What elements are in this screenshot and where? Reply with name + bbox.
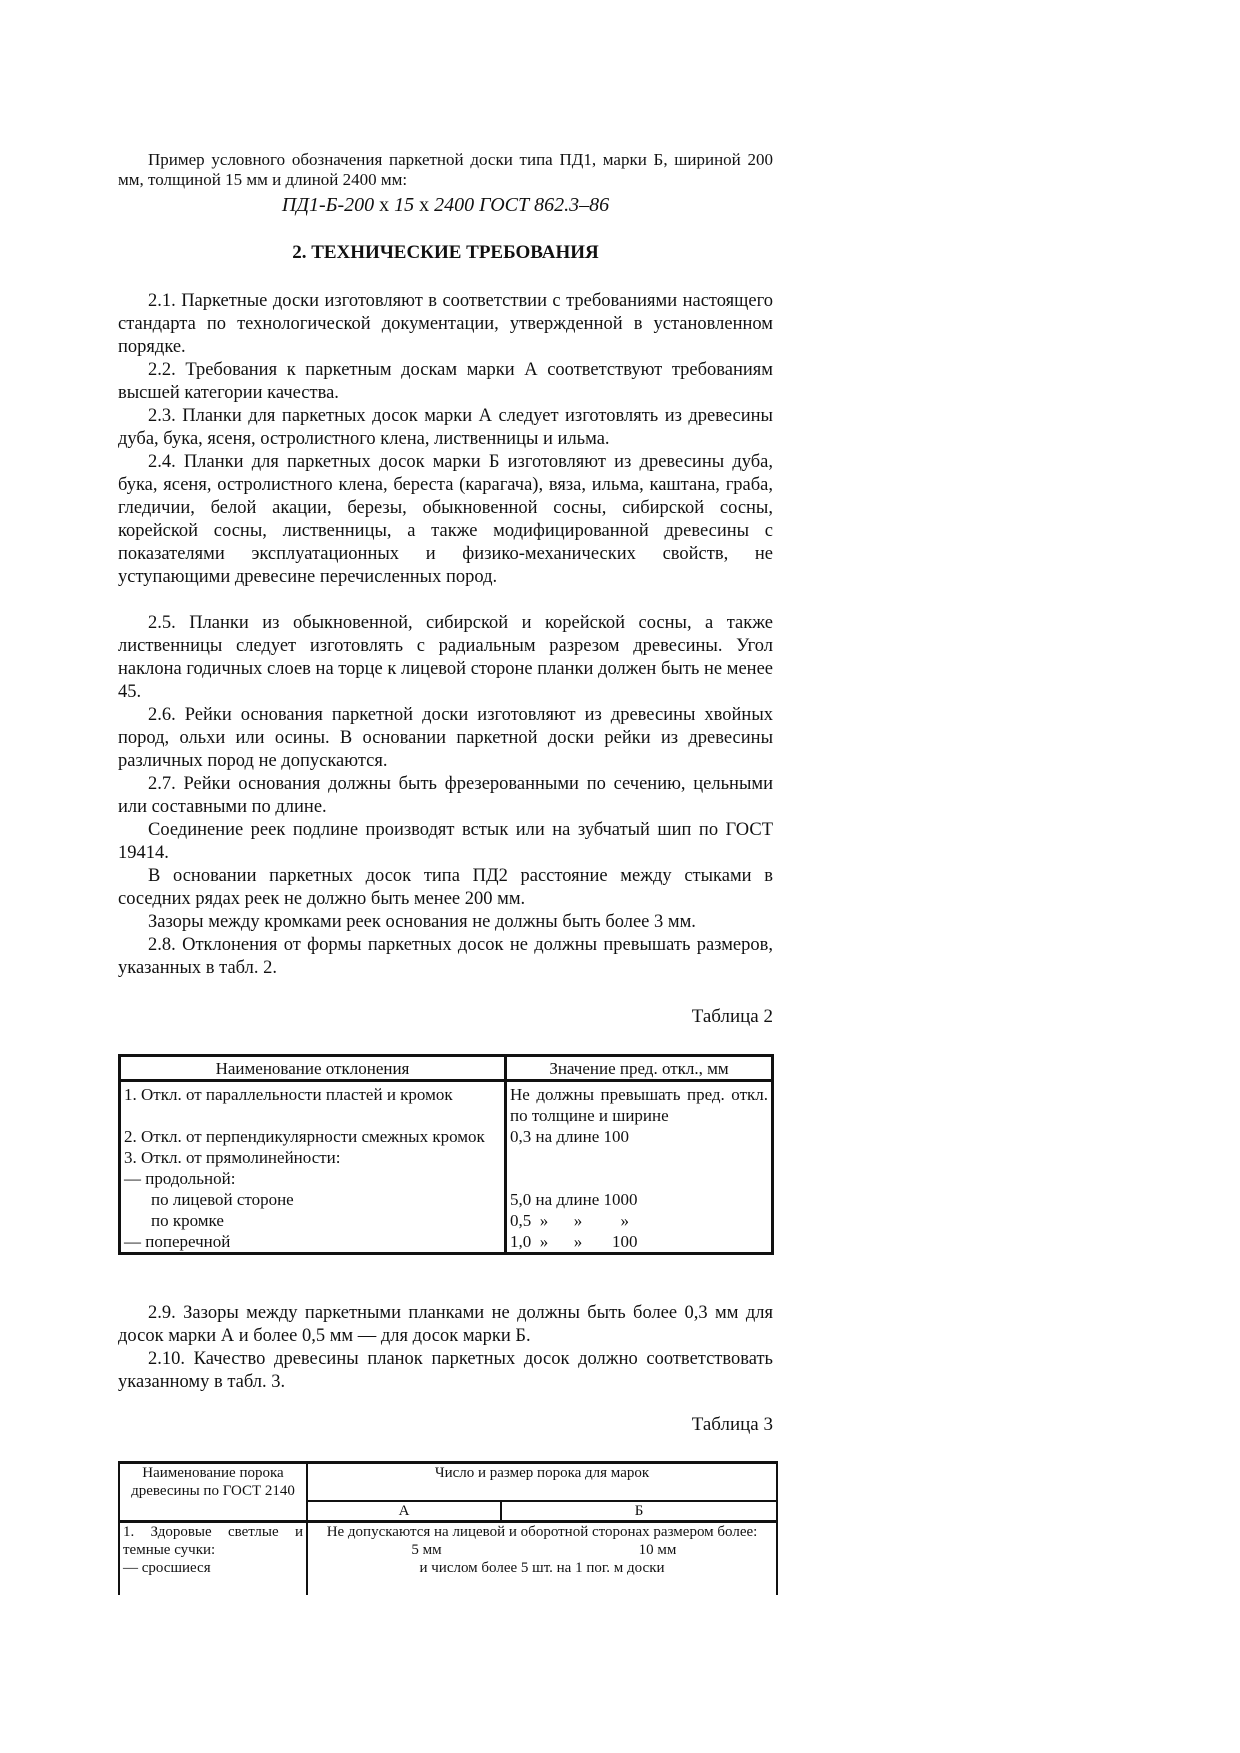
- table-cell: Не должны превышать пред. откл. по толщине и ширине: [506, 1081, 773, 1127]
- designation-times-1: х: [374, 194, 395, 216]
- table3-header-group: Число и размер порока для марок: [307, 1463, 777, 1502]
- paragraph-2-4: 2.4. Планки для паркетных досок марки Б изготовляют из древесины дуба, бука, ясеня, остролистного клена, береста (карагача), вяза, ильма, каштана, граба, гледичии, белой акации, березы, обыкновенной сосны, сибирской сосны, корейской сосны, лиственницы, а также модифицированной древесины с показателями эксплуатационных и физико-механических свойств, не уступающими древесине перечисленных пород.: [118, 452, 773, 587]
- table-cell: — продольной:: [120, 1168, 506, 1189]
- designation-times-2: х: [414, 194, 435, 216]
- table-row: [120, 1126, 773, 1147]
- paragraph-2-7-distance: В основании паркетных досок типа ПД2 расстояние между стыками в соседних рядах реек не должно быть менее 200 мм.: [118, 866, 773, 909]
- table-cell: [506, 1147, 773, 1168]
- table-row: [120, 1081, 773, 1127]
- table-cell: [506, 1168, 773, 1189]
- table3-row1-values: [307, 1522, 777, 1596]
- table-cell: по лицевой стороне: [120, 1189, 506, 1210]
- table-row: [119, 1522, 777, 1596]
- table-cell: по кромке: [120, 1210, 506, 1231]
- table-row: [120, 1189, 773, 1210]
- table3-row1-note2: и числом более 5 шт. на 1 пог. м доски: [419, 1560, 665, 1576]
- table-row: [120, 1147, 773, 1168]
- table3-row1-a: 5 мм: [411, 1542, 442, 1558]
- table-cell: 5,0 на длине 1000: [506, 1189, 773, 1210]
- example-text: Пример условного обозначения паркетной доски типа ПД1, марки Б, шириной 200 мм, толщиной 15 мм и длиной 2400 мм:: [118, 150, 773, 189]
- designation-example: [118, 194, 773, 217]
- table2-caption: Таблица 2: [691, 1006, 773, 1027]
- table-row: [120, 1231, 773, 1254]
- designation-part-a: ПД1-Б-200: [281, 194, 375, 216]
- table-cell: 0,3 на длине 100: [506, 1126, 773, 1147]
- table3-row1-b: 10 мм: [638, 1542, 677, 1558]
- table3-row1-name-text: 1. Здоровые светлые и темные сучки:: [123, 1524, 303, 1558]
- paragraph-2-7-joints: Соединение реек подлине производят встык или на зубчатый шип по ГОСТ 19414.: [118, 820, 773, 863]
- designation-part-c: 2400 ГОСТ 862.3‒86: [434, 194, 610, 216]
- paragraph-2-2: 2.2. Требования к паркетным доскам марки А соответствуют требованиям высшей категории качества.: [118, 360, 773, 403]
- table2-header-name: Наименование отклонения: [120, 1056, 506, 1081]
- paragraph-2-3: 2.3. Планки для паркетных досок марки А следует изготовлять из древесины дуба, бука, ясеня, остролистного клена, лиственницы и ильма.: [118, 406, 773, 449]
- paragraph-2-7-gaps: Зазоры между кромками реек основания не должны быть более 3 мм.: [148, 912, 696, 932]
- table3-header-a: А: [307, 1501, 501, 1522]
- table-cell: 1. Откл. от параллельности пластей и кромок: [120, 1081, 506, 1127]
- table-2: [118, 1054, 774, 1255]
- table3-caption: Таблица 3: [691, 1414, 773, 1435]
- paragraph-2-6: 2.6. Рейки основания паркетной доски изготовляют из древесины хвойных пород, ольхи или осины. В основании паркетной доски рейки из древесины различных пород не допускаются.: [118, 705, 773, 771]
- table-cell: 2. Откл. от перпендикулярности смежных кромок: [120, 1126, 506, 1147]
- table-cell: 0,5 » » »: [506, 1210, 773, 1231]
- section-title: 2. ТЕХНИЧЕСКИЕ ТРЕБОВАНИЯ: [292, 242, 599, 263]
- table3-row1-note: Не допускаются на лицевой и оборотной сторонах размером более:: [326, 1524, 758, 1540]
- table-cell: — поперечной: [120, 1231, 506, 1254]
- table-cell: 3. Откл. от прямолинейности:: [120, 1147, 506, 1168]
- table-row: [120, 1210, 773, 1231]
- paragraph-2-7: 2.7. Рейки основания должны быть фрезерованными по сечению, цельными или составными по длине.: [118, 774, 773, 817]
- table-3: [118, 1461, 778, 1595]
- paragraph-2-10: 2.10. Качество древесины планок паркетных досок должно соответствовать указанному в табл. 3.: [118, 1349, 773, 1392]
- table3-row1-sub-text: — сросшиеся: [123, 1560, 211, 1576]
- paragraph-2-5: 2.5. Планки из обыкновенной, сибирской и корейской сосны, а также лиственницы следует изготовлять с радиальным разрезом древесины. Угол наклона годичных слоев на торце к лицевой стороне планки должен быть не менее 45.: [118, 613, 773, 702]
- table2-header-value: Значение пред. откл., мм: [506, 1056, 773, 1081]
- table3-row1-name: [119, 1522, 307, 1596]
- paragraph-2-1: 2.1. Паркетные доски изготовляют в соответствии с требованиями настоящего стандарта по технологической документации, утвержденной в установленном порядке.: [118, 291, 773, 357]
- table-cell: 1,0 » » 100: [506, 1231, 773, 1254]
- table3-header-defect: Наименование порока древесины по ГОСТ 2140: [119, 1463, 307, 1522]
- designation-part-b: 15: [394, 194, 415, 216]
- table-row: [120, 1168, 773, 1189]
- paragraph-2-9: 2.9. Зазоры между паркетными планками не должны быть более 0,3 мм для досок марки А и более 0,5 мм — для досок марки Б.: [118, 1303, 773, 1346]
- paragraph-2-8: 2.8. Отклонения от формы паркетных досок не должны превышать размеров, указанных в табл. 2.: [118, 935, 773, 978]
- table3-header-b: Б: [501, 1501, 777, 1522]
